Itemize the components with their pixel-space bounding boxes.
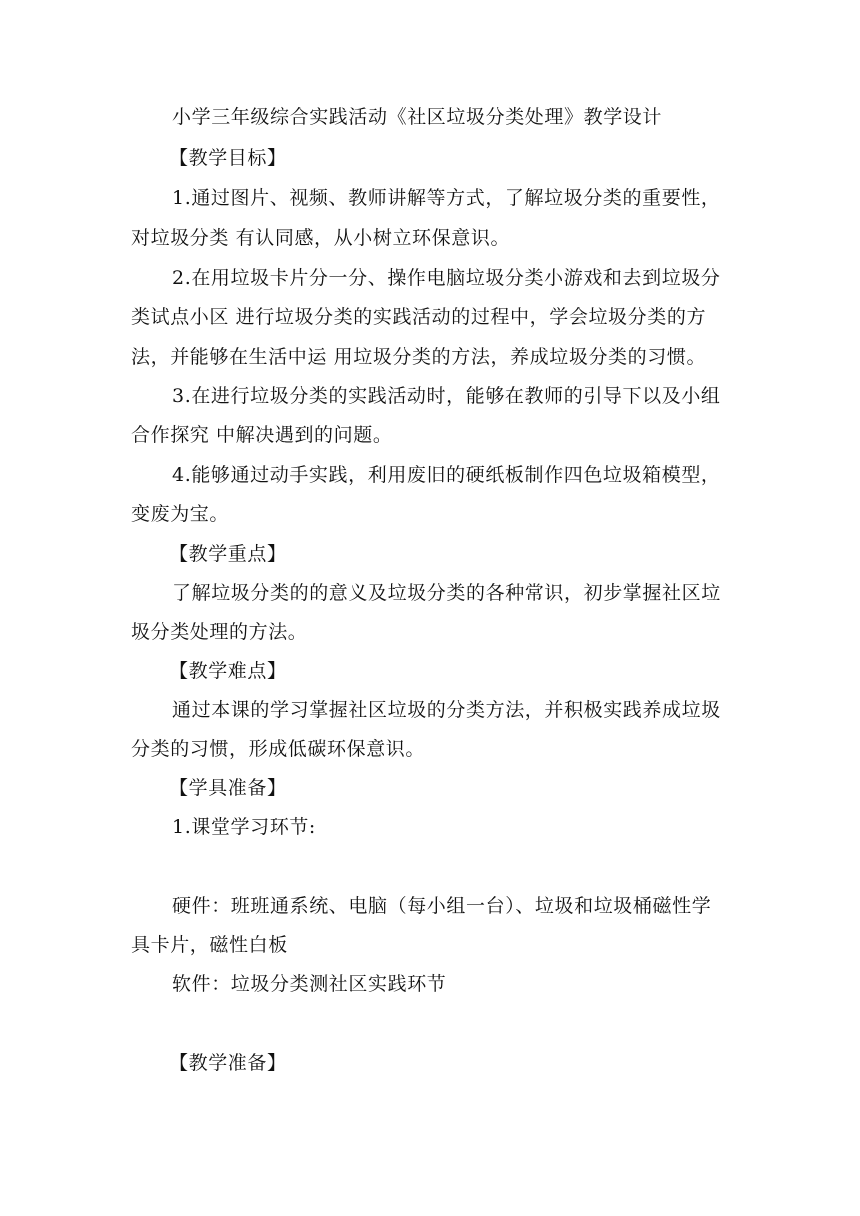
difficulties-line-2: 分类的习惯，形成低碳环保意识。 — [131, 738, 426, 760]
objective-2-line-2: 类试点小区 进行垃圾分类的实践活动的过程中，学会垃圾分类的方 — [131, 306, 707, 328]
key-points-line-1: 了解垃圾分类的的意义及垃圾分类的各种常识，初步掌握社区垃 — [172, 582, 721, 604]
objective-1-line-1: 1.通过图片、视频、教师讲解等方式，了解垃圾分类的重要性， — [172, 187, 721, 209]
difficulties-line-1: 通过本课的学习掌握社区垃圾的分类方法，并积极实践养成垃圾 — [172, 699, 721, 721]
materials-heading: 【学具准备】 — [169, 777, 287, 799]
key-points-heading: 【教学重点】 — [169, 543, 287, 565]
hardware-line-1: 硬件：班班通系统、电脑（每小组一台）、垃圾和垃圾桶磁性学 — [172, 895, 712, 917]
objective-1-line-2: 对垃圾分类 有认同感，从小树立环保意识。 — [131, 227, 511, 249]
objective-2-line-3: 法，并能够在生活中运 用垃圾分类的方法，养成垃圾分类的习惯。 — [131, 346, 707, 368]
materials-subheading: 1.课堂学习环节: — [172, 816, 316, 838]
software-line: 软件：垃圾分类测社区实践环节 — [172, 973, 447, 995]
objective-3-line-1: 3.在进行垃圾分类的实践活动时，能够在教师的引导下以及小组 — [172, 385, 721, 407]
key-points-line-2: 圾分类处理的方法。 — [131, 621, 308, 643]
difficulties-heading: 【教学难点】 — [169, 660, 287, 682]
objective-4-line-1: 4.能够通过动手实践，利用废旧的硬纸板制作四色垃圾箱模型， — [172, 464, 721, 486]
document-title: 小学三年级综合实践活动《社区垃圾分类处理》教学设计 — [172, 106, 663, 128]
preparation-heading: 【教学准备】 — [169, 1052, 287, 1074]
objective-4-line-2: 变废为宝。 — [131, 503, 230, 525]
objective-2-line-1: 2.在用垃圾卡片分一分、操作电脑垃圾分类小游戏和去到垃圾分 — [172, 267, 721, 289]
objectives-heading: 【教学目标】 — [169, 147, 287, 169]
hardware-line-2: 具卡片，磁性白板 — [131, 934, 288, 956]
objective-3-line-2: 合作探究 中解决遇到的问题。 — [131, 424, 393, 446]
